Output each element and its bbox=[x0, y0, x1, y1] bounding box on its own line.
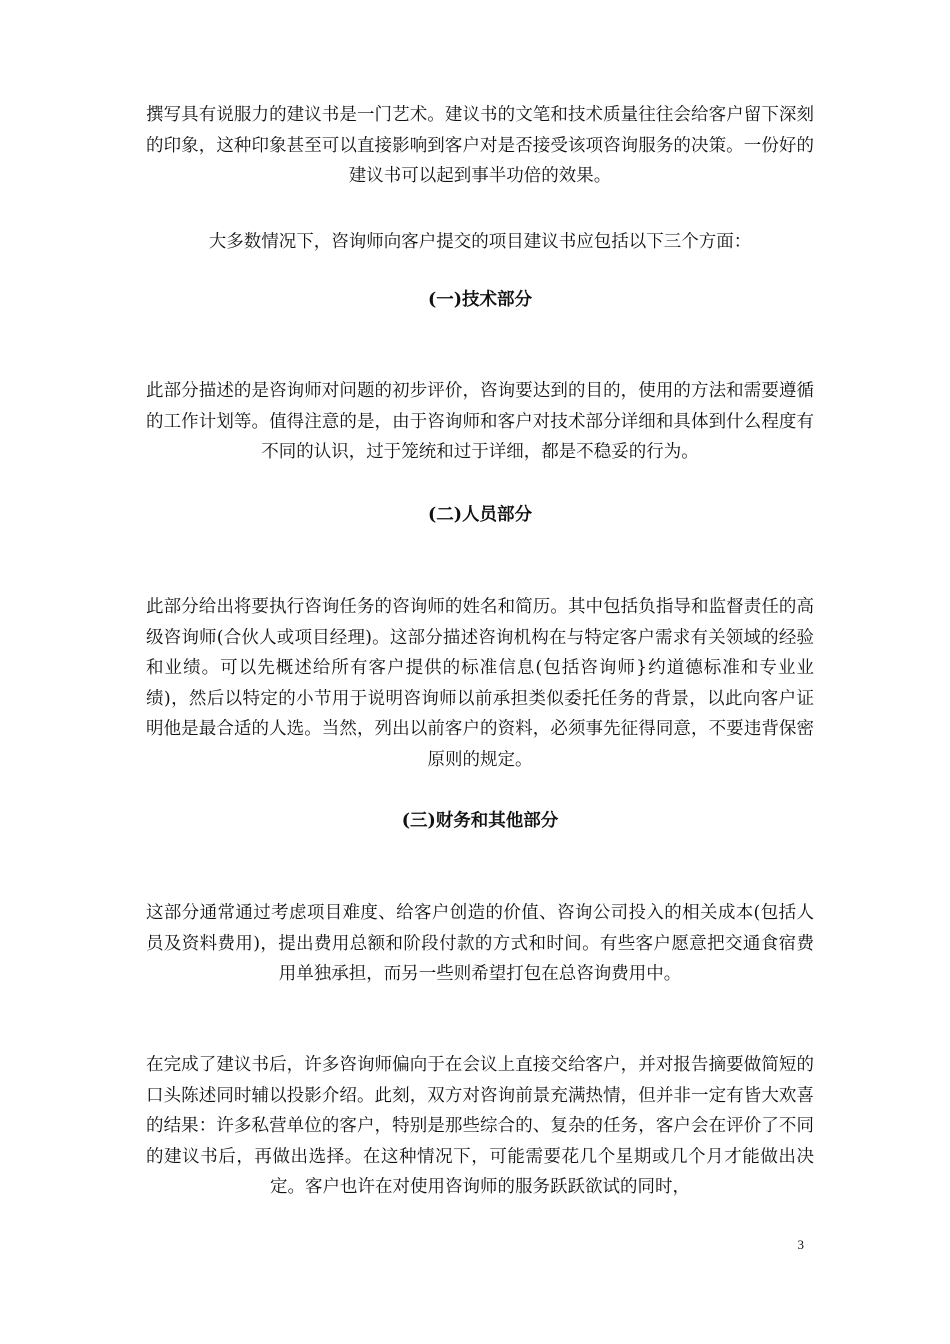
lead-paragraph: 大多数情况下，咨询师向客户提交的项目建议书应包括以下三个方面： bbox=[208, 232, 752, 252]
intro-paragraph: 撰写具有说服力的建议书是一门艺术。建议书的文笔和技术质量往往会给客户留下深刻的印象，这种印象甚至可以直接影响到客户对是否接受该项咨询服务的决策。一份好的建议书可以起到事半功倍的效果。 bbox=[146, 105, 814, 186]
heading-financial: (三)财务和其他部分 bbox=[401, 811, 559, 831]
closing-paragraph: 在完成了建议书后，许多咨询师偏向于在会议上直接交给客户，并对报告摘要做简短的口头陈述同时辅以投影介绍。此刻，双方对咨询前景充满热情，但并非一定有皆大欢喜的结果：许多私营单位的客户，特别是那些综合的、复杂的任务，客户会在评价了不同的建议书后，再做出选择。在这种情况下，可能需要花几个星期或几个月才能做出决定。客户也许在对使用咨询师的服务跃跃欲试的同时， bbox=[146, 1055, 814, 1197]
page-number: 3 bbox=[797, 1237, 804, 1252]
heading-personnel: (二)人员部分 bbox=[427, 505, 533, 525]
financial-paragraph: 这部分通常通过考虑项目难度、给客户创造的价值、咨询公司投入的相关成本(包括人员及资料费用)，提出费用总额和阶段付款的方式和时间。有些客户愿意把交通食宿费用单独承担，而另一些则希望打包在总咨询费用中。 bbox=[146, 903, 814, 984]
personnel-paragraph: 此部分给出将要执行咨询任务的咨询师的姓名和简历。其中包括负指导和监督责任的高级咨询师(合伙人或项目经理)。这部分描述咨询机构在与特定客户需求有关领域的经验和业绩。可以先概述给所有客户提供的标准信息(包括咨询师}约道德标准和专业业绩)，然后以特定的小节用于说明咨询师以前承担类似委托任务的背景，以此向客户证明他是最合适的人选。当然，列出以前客户的资料，必须事先征得同意，不要违背保密原则的规定。 bbox=[146, 597, 814, 770]
technical-paragraph: 此部分描述的是咨询师对问题的初步评价，咨询要达到的目的，使用的方法和需要遵循的工作计划等。值得注意的是，由于咨询师和客户对技术部分详细和具体到什么程度有不同的认识，过于笼统和过于详细，都是不稳妥的行为。 bbox=[146, 381, 814, 462]
heading-technical: (一)技术部分 bbox=[427, 290, 533, 310]
